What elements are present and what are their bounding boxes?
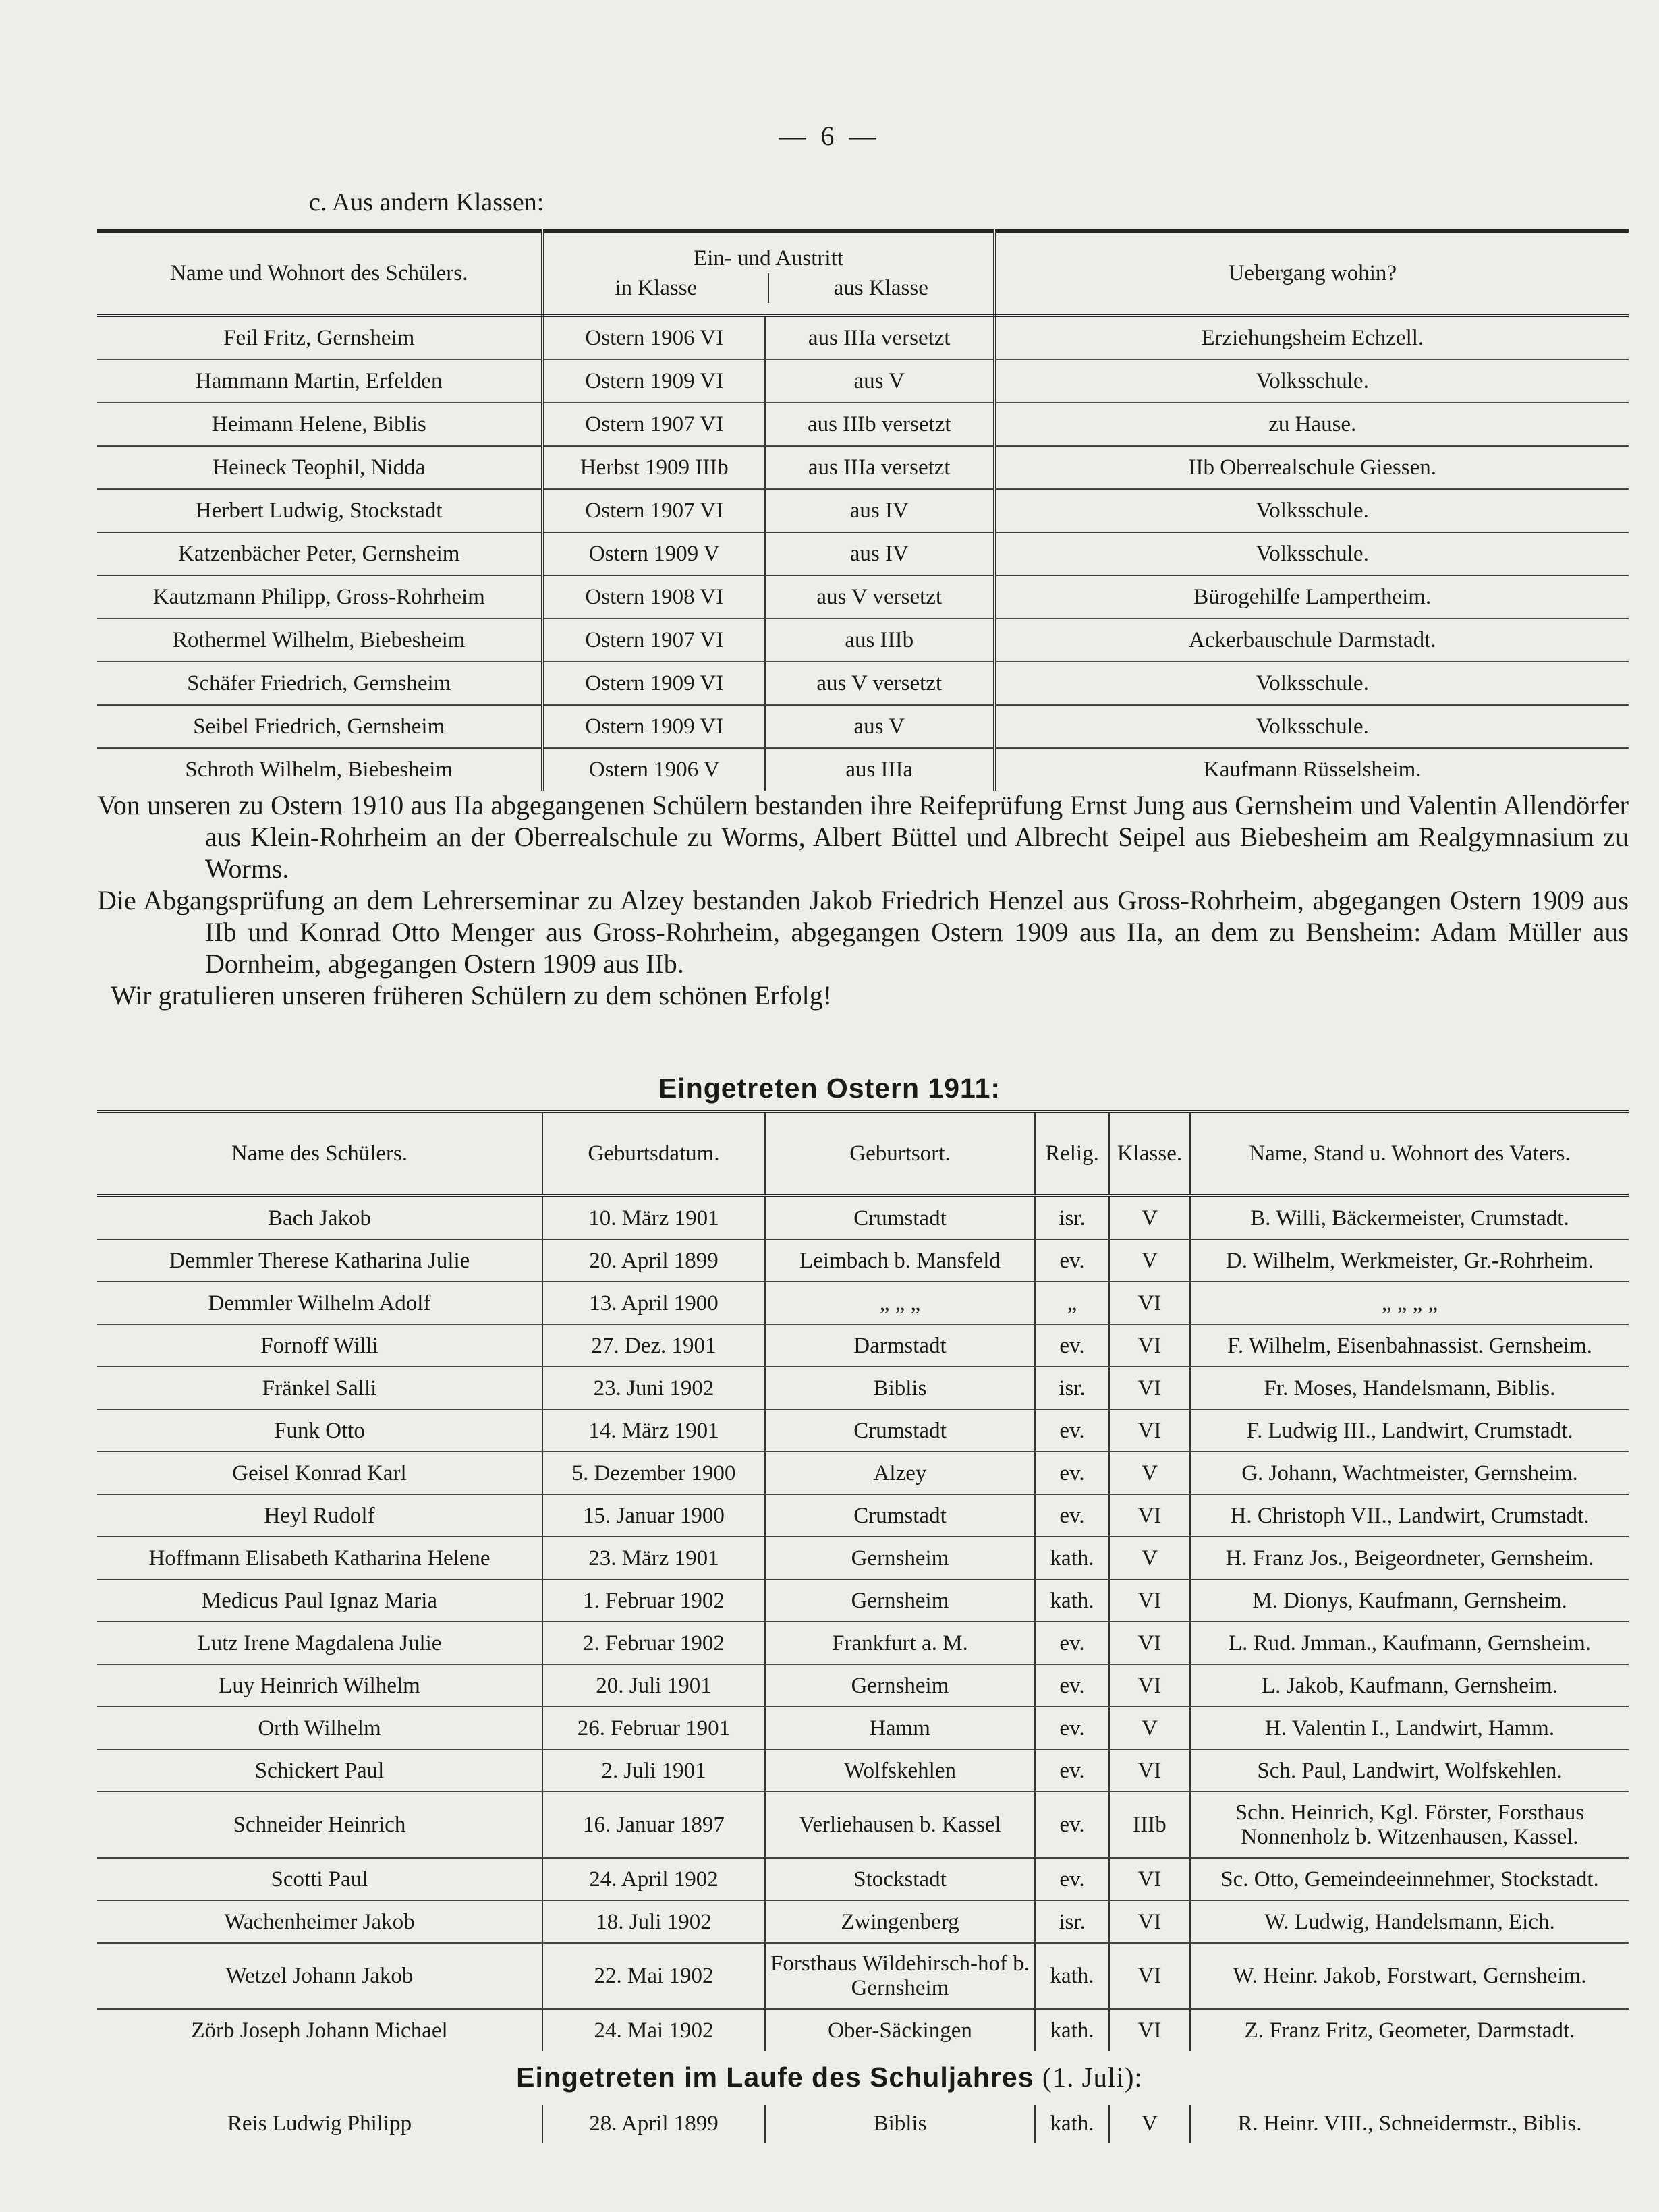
header-geburtsort: Geburtsort. <box>765 1112 1035 1196</box>
cell-geburtsdatum: 2. Februar 1902 <box>542 1622 765 1664</box>
cell-relig: ev. <box>1035 1409 1109 1452</box>
heading-laufe-date: (1. Juli): <box>1042 2062 1143 2093</box>
cell-name: Reis Ludwig Philipp <box>97 2105 542 2143</box>
cell-name-wohnort: Schroth Wilhelm, Biebesheim <box>97 748 542 791</box>
cell-geburtsort: Forsthaus Wildehirsch-hof b. Gernsheim <box>765 1943 1035 2009</box>
table-row <box>97 1900 1629 1943</box>
table-row <box>97 446 1629 489</box>
cell-geburtsdatum: 20. April 1899 <box>542 1239 765 1282</box>
cell-vater: M. Dionys, Kaufmann, Gernsheim. <box>1190 1579 1629 1622</box>
cell-name-wohnort: Schäfer Friedrich, Gernsheim <box>97 662 542 705</box>
cell-geburtsdatum: 16. Januar 1897 <box>542 1792 765 1858</box>
cell-name: Orth Wilhelm <box>97 1707 542 1749</box>
cell-vater: Fr. Moses, Handelsmann, Biblis. <box>1190 1367 1629 1409</box>
header-in-klasse: in Klasse <box>544 273 770 303</box>
table-aus-andern-klassen <box>97 229 1629 791</box>
cell-vater: Z. Franz Fritz, Geometer, Darmstadt. <box>1244 2018 1575 2043</box>
cell-name-wohnort: Rothermel Wilhelm, Biebesheim <box>97 619 542 662</box>
cell-vater: D. Wilhelm, Werkmeister, Gr.-Rohrheim. <box>1190 1239 1629 1282</box>
cell-klasse: V <box>1109 1707 1190 1749</box>
cell-name: Scotti Paul <box>97 1858 542 1900</box>
cell-vater: G. Johann, Wachtmeister, Gernsheim. <box>1190 1452 1629 1494</box>
cell-relig: ev. <box>1035 1324 1109 1367</box>
cell-vater: B. Willi, Bäckermeister, Crumstadt. <box>1190 1196 1629 1240</box>
table-row <box>97 1579 1629 1622</box>
cell-uebergang: Bürogehilfe Lampertheim. <box>994 575 1629 619</box>
cell-relig: isr. <box>1035 1367 1109 1409</box>
cell-name: Demmler Therese Katharina Julie <box>97 1239 542 1282</box>
table-row <box>97 489 1629 532</box>
table-row <box>97 2009 1629 2051</box>
table-row <box>97 748 1629 791</box>
cell-aus-klasse: aus V versetzt <box>765 575 994 619</box>
table-row <box>97 532 1629 575</box>
cell-klasse: V <box>1109 2105 1190 2143</box>
cell-relig: kath. <box>1035 1537 1109 1579</box>
cell-geburtsdatum: 23. Juni 1902 <box>542 1367 765 1409</box>
cell-aus-klasse: aus IV <box>765 532 994 575</box>
header-aus-klasse: aus Klasse <box>833 276 928 300</box>
header-ein-austritt <box>542 231 994 316</box>
cell-vater: L. Rud. Jmman., Kaufmann, Gernsheim. <box>1190 1622 1629 1664</box>
cell-geburtsort: Zwingenberg <box>765 1900 1035 1943</box>
cell-klasse: VI <box>1109 1900 1190 1943</box>
cell-geburtsort: Gernsheim <box>765 1537 1035 1579</box>
cell-geburtsdatum: 10. März 1901 <box>542 1196 765 1240</box>
header-relig: Relig. <box>1035 1112 1109 1196</box>
cell-geburtsdatum: 14. März 1901 <box>542 1409 765 1452</box>
cell-geburtsort: Crumstadt <box>765 1196 1035 1240</box>
cell-name: Fränkel Salli <box>97 1367 542 1409</box>
cell-klasse: V <box>1109 1452 1190 1494</box>
cell-relig: ev. <box>1035 1858 1109 1900</box>
cell-uebergang: Erziehungsheim Echzell. <box>994 316 1629 360</box>
table-row <box>97 1792 1629 1858</box>
cell-name: Wachenheimer Jakob <box>97 1900 542 1943</box>
heading-eingetreten-ostern: Eingetreten Ostern 1911: <box>658 1073 1001 1104</box>
table-eingetreten-laufe <box>97 2105 1629 2143</box>
cell-geburtsdatum: 27. Dez. 1901 <box>542 1324 765 1367</box>
header-ein-austritt-label: Ein- und Austritt <box>694 246 843 271</box>
cell-vater: Schn. Heinrich, Kgl. Förster, Forsthaus Nonnenholz b. Witzenhausen, Kassel. <box>1190 1792 1629 1858</box>
cell-aus-klasse: aus IIIa versetzt <box>765 316 994 360</box>
cell-relig: ev. <box>1035 1749 1109 1792</box>
cell-uebergang: Kaufmann Rüsselsheim. <box>1203 757 1422 782</box>
cell-klasse: VI <box>1109 2009 1190 2051</box>
table-row <box>97 1196 1629 1240</box>
cell-vater: W. Ludwig, Handelsmann, Eich. <box>1190 1900 1629 1943</box>
cell-vater: Sch. Paul, Landwirt, Wolfskehlen. <box>1190 1749 1629 1792</box>
table-row <box>97 1749 1629 1792</box>
cell-name: Zörb Joseph Johann Michael <box>97 2009 542 2051</box>
cell-uebergang: Volksschule. <box>994 705 1629 748</box>
table-row <box>97 1367 1629 1409</box>
cell-name-wohnort: Hammann Martin, Erfelden <box>97 360 542 403</box>
cell-vater: L. Jakob, Kaufmann, Gernsheim. <box>1190 1664 1629 1707</box>
cell-aus-klasse: aus IIIb versetzt <box>765 403 994 446</box>
cell-klasse: VI <box>1109 1324 1190 1367</box>
table-row <box>97 705 1629 748</box>
table-row <box>97 1858 1629 1900</box>
cell-vater: Sc. Otto, Gemeindeeinnehmer, Stockstadt. <box>1190 1858 1629 1900</box>
cell-name-wohnort: Feil Fritz, Gernsheim <box>97 316 542 360</box>
cell-klasse: IIIb <box>1109 1792 1190 1858</box>
cell-geburtsort: Wolfskehlen <box>765 1749 1035 1792</box>
cell-relig: ev. <box>1035 1664 1109 1707</box>
table-row <box>97 1239 1629 1282</box>
cell-geburtsort: Verliehausen b. Kassel <box>765 1792 1035 1858</box>
cell-name: Luy Heinrich Wilhelm <box>97 1664 542 1707</box>
paragraph-reifepruefung: Von unseren zu Ostern 1910 aus IIa abgegangenen Schülern bestanden ihre Reifeprüfung Ernst Jung aus Gernsheim und Valentin Allendörfer aus Klein-Rohrheim an der Oberrealschule zu Worms, Albert Büttel und Albrecht Seipel aus Biebesheim am Realgymnasium zu Worms. <box>97 790 1629 884</box>
cell-geburtsdatum: 22. Mai 1902 <box>542 1943 765 2009</box>
cell-name-wohnort: Kautzmann Philipp, Gross-Rohrheim <box>97 575 542 619</box>
cell-klasse: V <box>1109 1537 1190 1579</box>
cell-vater: H. Franz Jos., Beigeordneter, Gernsheim. <box>1190 1537 1629 1579</box>
heading-laufe-text: Eingetreten im Laufe des Schuljahres <box>516 2062 1034 2093</box>
table-row <box>97 1537 1629 1579</box>
cell-in-klasse: Ostern 1907 VI <box>542 403 765 446</box>
cell-klasse: VI <box>1109 1282 1190 1324</box>
cell-name-wohnort: Heimann Helene, Biblis <box>97 403 542 446</box>
cell-in-klasse: Ostern 1909 VI <box>542 662 765 705</box>
cell-geburtsdatum: 13. April 1900 <box>542 1282 765 1324</box>
cell-relig: ev. <box>1035 1707 1109 1749</box>
cell-name: Hoffmann Elisabeth Katharina Helene <box>97 1537 542 1579</box>
cell-klasse: VI <box>1109 1622 1190 1664</box>
header-geburtsdatum: Geburtsdatum. <box>542 1112 765 1196</box>
cell-in-klasse: Ostern 1909 V <box>542 532 765 575</box>
cell-geburtsort: „ „ „ <box>765 1282 1035 1324</box>
cell-vater: F. Ludwig III., Landwirt, Crumstadt. <box>1190 1409 1629 1452</box>
header-name-wohnort: Name und Wohnort des Schülers. <box>97 231 542 316</box>
table-row <box>97 1324 1629 1367</box>
header-vater: Name, Stand u. Wohnort des Vaters. <box>1190 1112 1629 1196</box>
page-number: — 6 — <box>779 121 880 151</box>
header-klasse: Klasse. <box>1109 1112 1190 1196</box>
cell-name-wohnort: Katzenbächer Peter, Gernsheim <box>97 532 542 575</box>
cell-klasse: VI <box>1109 1494 1190 1537</box>
cell-in-klasse: Ostern 1907 VI <box>542 489 765 532</box>
cell-relig: kath. <box>1035 1579 1109 1622</box>
cell-relig: „ <box>1035 1282 1109 1324</box>
cell-geburtsort: Crumstadt <box>765 1494 1035 1537</box>
cell-in-klasse: Ostern 1908 VI <box>542 575 765 619</box>
header-uebergang: Uebergang wohin? <box>994 231 1629 316</box>
cell-name: Lutz Irene Magdalena Julie <box>97 1622 542 1664</box>
cell-uebergang: IIb Oberrealschule Giessen. <box>994 446 1629 489</box>
table-row <box>97 575 1629 619</box>
cell-geburtsort: Stockstadt <box>765 1858 1035 1900</box>
table-row <box>97 1622 1629 1664</box>
cell-name-wohnort: Heineck Teophil, Nidda <box>97 446 542 489</box>
cell-geburtsdatum: 24. April 1902 <box>542 1858 765 1900</box>
table-row <box>97 403 1629 446</box>
table-row <box>97 619 1629 662</box>
table-row <box>97 1943 1629 2009</box>
cell-uebergang: Volksschule. <box>994 489 1629 532</box>
paragraph-gratulation: Wir gratulieren unseren früheren Schülern zu dem schönen Erfolg! <box>111 980 833 1011</box>
cell-relig: kath. <box>1035 2105 1109 2143</box>
cell-name-wohnort: Herbert Ludwig, Stockstadt <box>97 489 542 532</box>
table-row <box>97 662 1629 705</box>
paragraph-abgangspruefung: Die Abgangsprüfung an dem Lehrerseminar zu Alzey bestanden Jakob Friedrich Henzel aus Gross-Rohrheim, abgegangen Ostern 1909 aus IIb und Konrad Otto Menger aus Gross-Rohrheim, abgegangen Ostern 1909 aus IIa, an dem zu Bensheim: Adam Müller aus Dornheim, abgegangen Ostern 1909 aus IIb. <box>97 885 1629 979</box>
cell-klasse: VI <box>1109 1579 1190 1622</box>
cell-geburtsdatum: 5. Dezember 1900 <box>542 1452 765 1494</box>
cell-geburtsdatum: 20. Juli 1901 <box>542 1664 765 1707</box>
cell-aus-klasse: aus IIIb <box>765 619 994 662</box>
cell-relig: ev. <box>1035 1622 1109 1664</box>
cell-vater: R. Heinr. VIII., Schneidermstr., Biblis. <box>1237 2111 1582 2136</box>
cell-name-wohnort: Seibel Friedrich, Gernsheim <box>97 705 542 748</box>
table-row <box>97 1452 1629 1494</box>
cell-geburtsdatum: 23. März 1901 <box>542 1537 765 1579</box>
paragraphs <box>97 789 1629 1011</box>
cell-vater: H. Valentin I., Landwirt, Hamm. <box>1190 1707 1629 1749</box>
cell-name: Fornoff Willi <box>97 1324 542 1367</box>
cell-relig: ev. <box>1035 1452 1109 1494</box>
table-row <box>97 2105 1629 2143</box>
cell-name: Heyl Rudolf <box>97 1494 542 1537</box>
cell-vater: H. Christoph VII., Landwirt, Crumstadt. <box>1190 1494 1629 1537</box>
table-eingetreten-ostern <box>97 1110 1629 2051</box>
cell-aus-klasse: aus IIIa versetzt <box>765 446 994 489</box>
cell-geburtsort: Hamm <box>765 1707 1035 1749</box>
cell-klasse: VI <box>1109 1943 1190 2009</box>
cell-geburtsort: Ober-Säckingen <box>765 2009 1035 2051</box>
cell-in-klasse: Ostern 1906 VI <box>542 316 765 360</box>
cell-klasse: VI <box>1109 1858 1190 1900</box>
table-row <box>97 1664 1629 1707</box>
cell-geburtsort: Leimbach b. Mansfeld <box>765 1239 1035 1282</box>
cell-klasse: VI <box>1109 1409 1190 1452</box>
cell-geburtsdatum: 15. Januar 1900 <box>542 1494 765 1537</box>
cell-klasse: V <box>1109 1239 1190 1282</box>
heading-eingetreten-laufe <box>0 2061 1659 2093</box>
cell-klasse: V <box>1109 1196 1190 1240</box>
cell-klasse: VI <box>1109 1367 1190 1409</box>
cell-geburtsort: Alzey <box>765 1452 1035 1494</box>
cell-aus-klasse: aus V versetzt <box>765 662 994 705</box>
cell-vater: „ „ „ „ <box>1190 1282 1629 1324</box>
cell-in-klasse: Ostern 1909 VI <box>542 360 765 403</box>
cell-geburtsdatum: 2. Juli 1901 <box>542 1749 765 1792</box>
cell-vater: W. Heinr. Jakob, Forstwart, Gernsheim. <box>1190 1943 1629 2009</box>
cell-geburtsort: Gernsheim <box>765 1664 1035 1707</box>
cell-geburtsort: Darmstadt <box>765 1324 1035 1367</box>
table-row <box>97 360 1629 403</box>
cell-klasse: VI <box>1109 1664 1190 1707</box>
cell-geburtsdatum: 28. April 1899 <box>542 2105 765 2143</box>
cell-geburtsdatum: 24. Mai 1902 <box>542 2009 765 2051</box>
cell-name: Schickert Paul <box>97 1749 542 1792</box>
header-name-schueler: Name des Schülers. <box>97 1112 542 1196</box>
cell-relig: kath. <box>1035 2009 1109 2051</box>
cell-uebergang: zu Hause. <box>994 403 1629 446</box>
cell-name: Bach Jakob <box>97 1196 542 1240</box>
cell-aus-klasse: aus IIIa <box>765 748 994 791</box>
table-row <box>97 1707 1629 1749</box>
cell-relig: isr. <box>1035 1900 1109 1943</box>
cell-uebergang: Volksschule. <box>994 662 1629 705</box>
cell-in-klasse: Ostern 1906 V <box>542 748 765 791</box>
cell-name: Demmler Wilhelm Adolf <box>97 1282 542 1324</box>
cell-in-klasse: Herbst 1909 IIIb <box>542 446 765 489</box>
cell-geburtsdatum: 18. Juli 1902 <box>542 1900 765 1943</box>
cell-aus-klasse: aus V <box>765 360 994 403</box>
table-row <box>97 1282 1629 1324</box>
table-row <box>97 1494 1629 1537</box>
cell-aus-klasse: aus IV <box>765 489 994 532</box>
cell-geburtsort: Frankfurt a. M. <box>765 1622 1035 1664</box>
cell-klasse: VI <box>1109 1749 1190 1792</box>
cell-uebergang: Volksschule. <box>994 532 1629 575</box>
cell-name: Medicus Paul Ignaz Maria <box>97 1579 542 1622</box>
cell-in-klasse: Ostern 1909 VI <box>542 705 765 748</box>
cell-vater: F. Wilhelm, Eisenbahnassist. Gernsheim. <box>1190 1324 1629 1367</box>
cell-in-klasse: Ostern 1907 VI <box>542 619 765 662</box>
cell-name: Funk Otto <box>97 1409 542 1452</box>
cell-geburtsdatum: 1. Februar 1902 <box>542 1579 765 1622</box>
cell-name: Geisel Konrad Karl <box>97 1452 542 1494</box>
cell-relig: isr. <box>1035 1196 1109 1240</box>
cell-geburtsort: Gernsheim <box>765 1579 1035 1622</box>
cell-relig: ev. <box>1035 1792 1109 1858</box>
cell-geburtsdatum: 26. Februar 1901 <box>542 1707 765 1749</box>
cell-relig: kath. <box>1035 1943 1109 2009</box>
cell-name: Schneider Heinrich <box>97 1792 542 1858</box>
cell-geburtsort: Biblis <box>765 1367 1035 1409</box>
section-heading-c: c. Aus andern Klassen: <box>309 188 544 217</box>
cell-relig: ev. <box>1035 1494 1109 1537</box>
cell-geburtsort: Crumstadt <box>765 1409 1035 1452</box>
cell-uebergang: Volksschule. <box>994 360 1629 403</box>
cell-aus-klasse: aus V <box>765 705 994 748</box>
cell-uebergang: Ackerbauschule Darmstadt. <box>994 619 1629 662</box>
table-row <box>97 1409 1629 1452</box>
cell-relig: ev. <box>1035 1239 1109 1282</box>
cell-name: Wetzel Johann Jakob <box>97 1943 542 2009</box>
table-row <box>97 316 1629 360</box>
cell-geburtsort: Biblis <box>765 2105 1035 2143</box>
